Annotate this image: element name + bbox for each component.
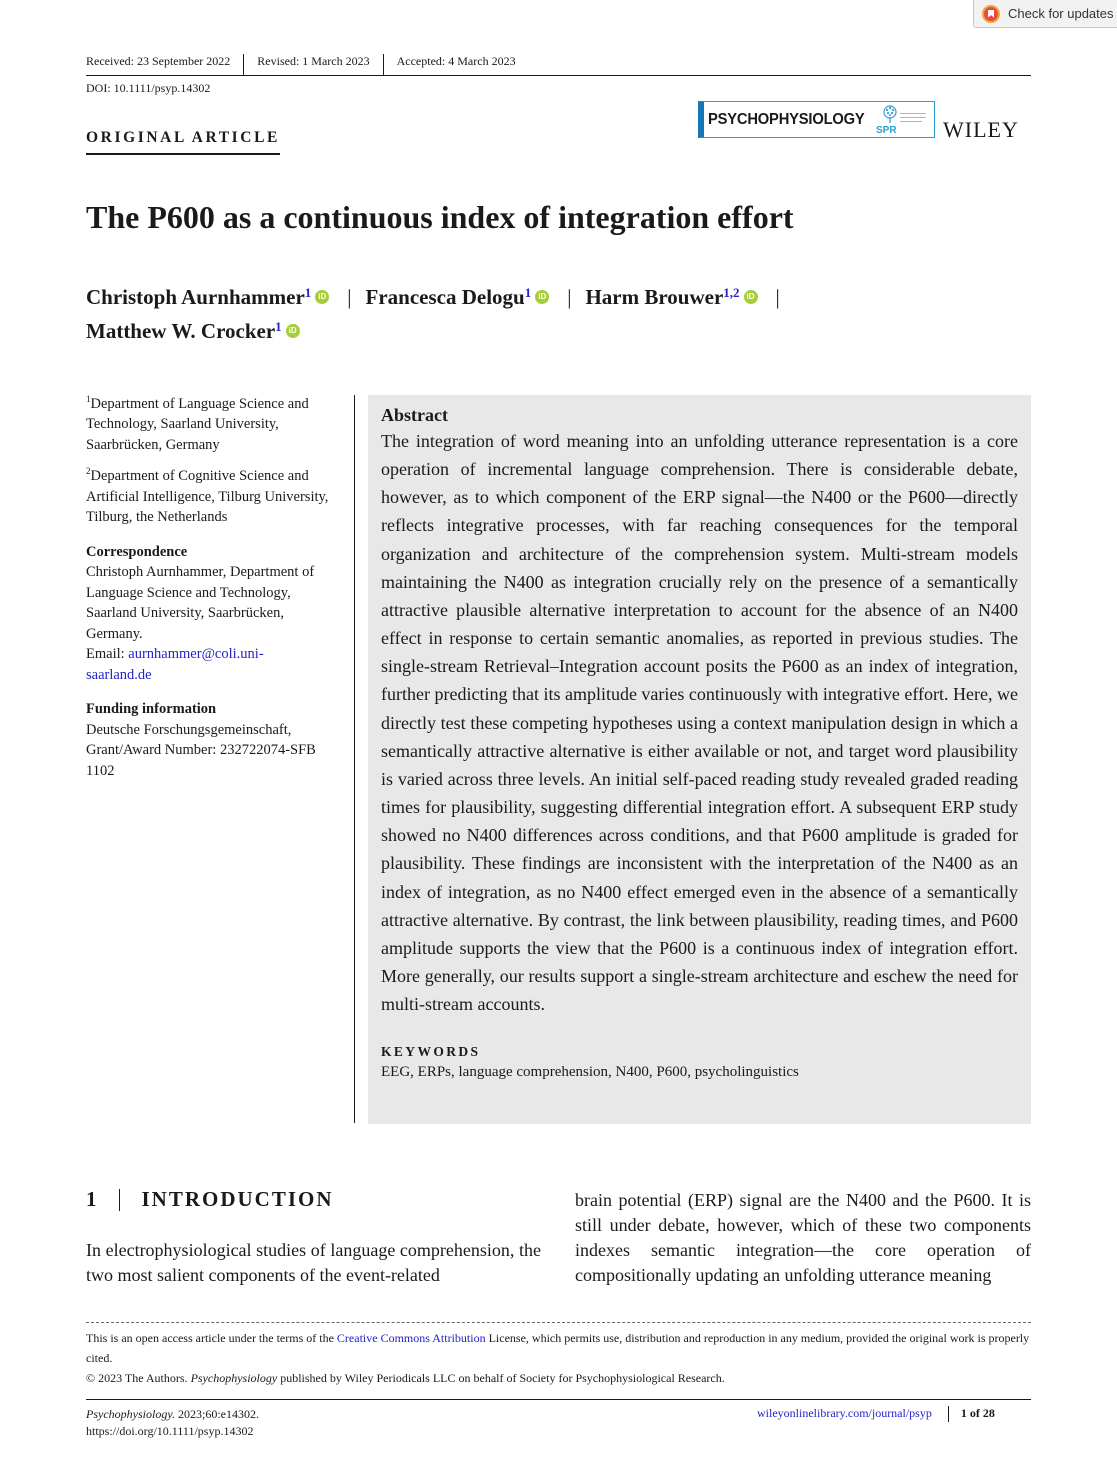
spr-abbr: SPR: [876, 124, 897, 136]
keywords: EEG, ERPs, language comprehension, N400, P600, psycholinguistics: [381, 1064, 799, 1081]
license-note: [86, 1328, 1031, 1388]
section-number: 1: [86, 1187, 97, 1211]
funding-heading: Funding information: [86, 701, 217, 718]
check-for-updates-label: Check for updates: [1008, 6, 1114, 21]
article-info-column: [86, 389, 336, 781]
correspondence-heading: Correspondence: [86, 543, 188, 560]
footer-rule: [86, 1399, 1031, 1400]
history-dates: [86, 54, 1031, 76]
doi: DOI: 10.1111/psyp.14302: [86, 81, 211, 95]
author-separator: |: [567, 285, 572, 309]
abstract-box: [368, 395, 1031, 1124]
correspondence-email: Email: aurnhammer@coli.uni- saarland.de: [86, 646, 264, 683]
correspondence-text: Christoph Aurnhammer, Department of Language Science and Technology, Saarland University, Saarbrücken, Germany.: [86, 564, 315, 642]
footnote-divider: [86, 1322, 1031, 1323]
page-divider: [948, 1406, 949, 1422]
keywords-heading: KEYWORDS: [381, 1044, 481, 1060]
email-link[interactable]: aurnhammer@coli.uni-: [128, 646, 264, 663]
section-heading: [86, 1187, 334, 1212]
orcid-icon[interactable]: iD: [744, 290, 758, 304]
email-link[interactable]: saarland.de: [86, 666, 152, 683]
abstract-text: The integration of word meaning into an unfolding utterance representation is a core operation of incremental language comprehension. There is considerable debate, however, as to which component of the ERP signal—the N400 or the P600—directly reflects integrative processes, with far reaching consequences for the temporal organization and architecture of the comprehension system. Multi-stream models maintaining the N400 as integration crucially rely on the presence of a semantically attractive plausible alternative interpretation to account for the absence of an N400 effect in response to certain semantic anomalies, as reported in previous studies. The single-stream Retrieval–Integration account posits the P600 as an index of integration, further predicting that its amplitude varies continuously with integrative effort. Here, we directly test these competing hypotheses using a context manipulation design in which a semantically attractive alternative is either available or not, and target word plausibility is varied across three levels. An initial self-paced reading study revealed graded reading times for plausibility, suggesting differential integration effort. A subsequent ERP study showed no N400 differences across conditions, and that P600 amplitude is graded for plausibility. These findings are inconsistent with the interpretation of the N400 as an index of integration, as no N400 effect emerged even in the absence of a semantically attractive alternative. By contrast, the link between plausibility, reading times, and P600 amplitude supports the view that the P600 is a continuous index of integration effort. More generally, our results support a single-stream architecture and eschew the need for multi-stream accounts.: [381, 431, 1018, 1015]
author-name: Harm Brouwer: [585, 285, 724, 309]
author-affiliation-ref[interactable]: 1,2: [723, 285, 740, 300]
journal-site-link[interactable]: wileyonlinelibrary.com/journal/psyp: [757, 1406, 932, 1420]
publisher-logo: WILEY: [943, 117, 1019, 142]
received-date: Received: 23 September 2022: [86, 54, 231, 68]
author-separator: |: [775, 285, 780, 309]
intro-paragraph-left: In electrophysiological studies of language comprehension, the two most salient components of the event-related: [86, 1240, 541, 1285]
cc-license-link[interactable]: Creative Commons Attribution: [336, 1331, 486, 1345]
check-for-updates-button[interactable]: [973, 0, 1117, 28]
accepted-date: Accepted: 4 March 2023: [383, 54, 529, 75]
bookmark-icon: [982, 5, 1000, 23]
orcid-icon[interactable]: iD: [535, 290, 549, 304]
author-list: [86, 280, 986, 348]
paper-title: The P600 as a continuous index of integration effort: [86, 199, 794, 235]
citation-journal: Psychophysiology.: [86, 1407, 175, 1421]
author-name: Francesca Delogu: [365, 285, 525, 309]
section-divider: [119, 1189, 120, 1211]
intro-paragraph-right: brain potential (ERP) signal are the N400 and the P600. It is still under debate, however, which of these two components indexes semantic integration—the core operation of compositionally updating an unfolding utterance meaning: [575, 1190, 1031, 1285]
affiliation: $^2$Department of Cognitive Science and Artificial Intelligence, Tilburg University, Tilburg, the Netherlands: [86, 466, 329, 526]
author-name: Matthew W. Crocker: [86, 319, 276, 343]
journal-name: PSYCHOPHYSIOLOGY: [708, 110, 865, 128]
author-affiliation-ref[interactable]: 1: [275, 319, 282, 334]
revised-date: Revised: 1 March 2023: [243, 54, 382, 75]
section-title: INTRODUCTION: [141, 1187, 334, 1211]
spr-logo-icon: [874, 103, 934, 137]
orcid-icon[interactable]: iD: [315, 290, 329, 304]
orcid-icon[interactable]: iD: [286, 324, 300, 338]
author-name: Christoph Aurnhammer: [86, 285, 305, 309]
funding-text: Deutsche Forschungsgemeinschaft, Grant/Award Number: 232722074-SFB 1102: [86, 721, 316, 779]
citation-doi[interactable]: https://doi.org/10.1111/psyp.14302: [86, 1424, 254, 1438]
author-affiliation-ref[interactable]: 1: [304, 285, 312, 300]
article-type: ORIGINAL ARTICLE: [86, 129, 280, 155]
affiliation: $^1$Department of Language Science and Technology, Saarland University, Saarbrücken, Germany: [86, 394, 309, 453]
author-affiliation-ref[interactable]: 1: [524, 285, 532, 300]
abstract-heading: Abstract: [381, 405, 448, 425]
footer-right: [757, 1406, 995, 1422]
citation: Psychophysiology. 2023;60:e14302. https://doi.org/10.1111/psyp.14302: [86, 1407, 259, 1438]
column-divider: [354, 395, 355, 1123]
license-text: This is an open access article under the terms of the Creative Commons Attribution License, which permits use, distribution and reproduction in any medium, provided the original work is properly cited.: [86, 1331, 1030, 1365]
page-number: 1 of 28: [960, 1406, 995, 1420]
journal-logo: [698, 101, 935, 138]
copyright-text: © 2023 The Authors. Psychophysiology published by Wiley Periodicals LLC on behalf of Society for Psychophysiological Research.: [86, 1371, 725, 1385]
author-separator: |: [347, 285, 352, 309]
